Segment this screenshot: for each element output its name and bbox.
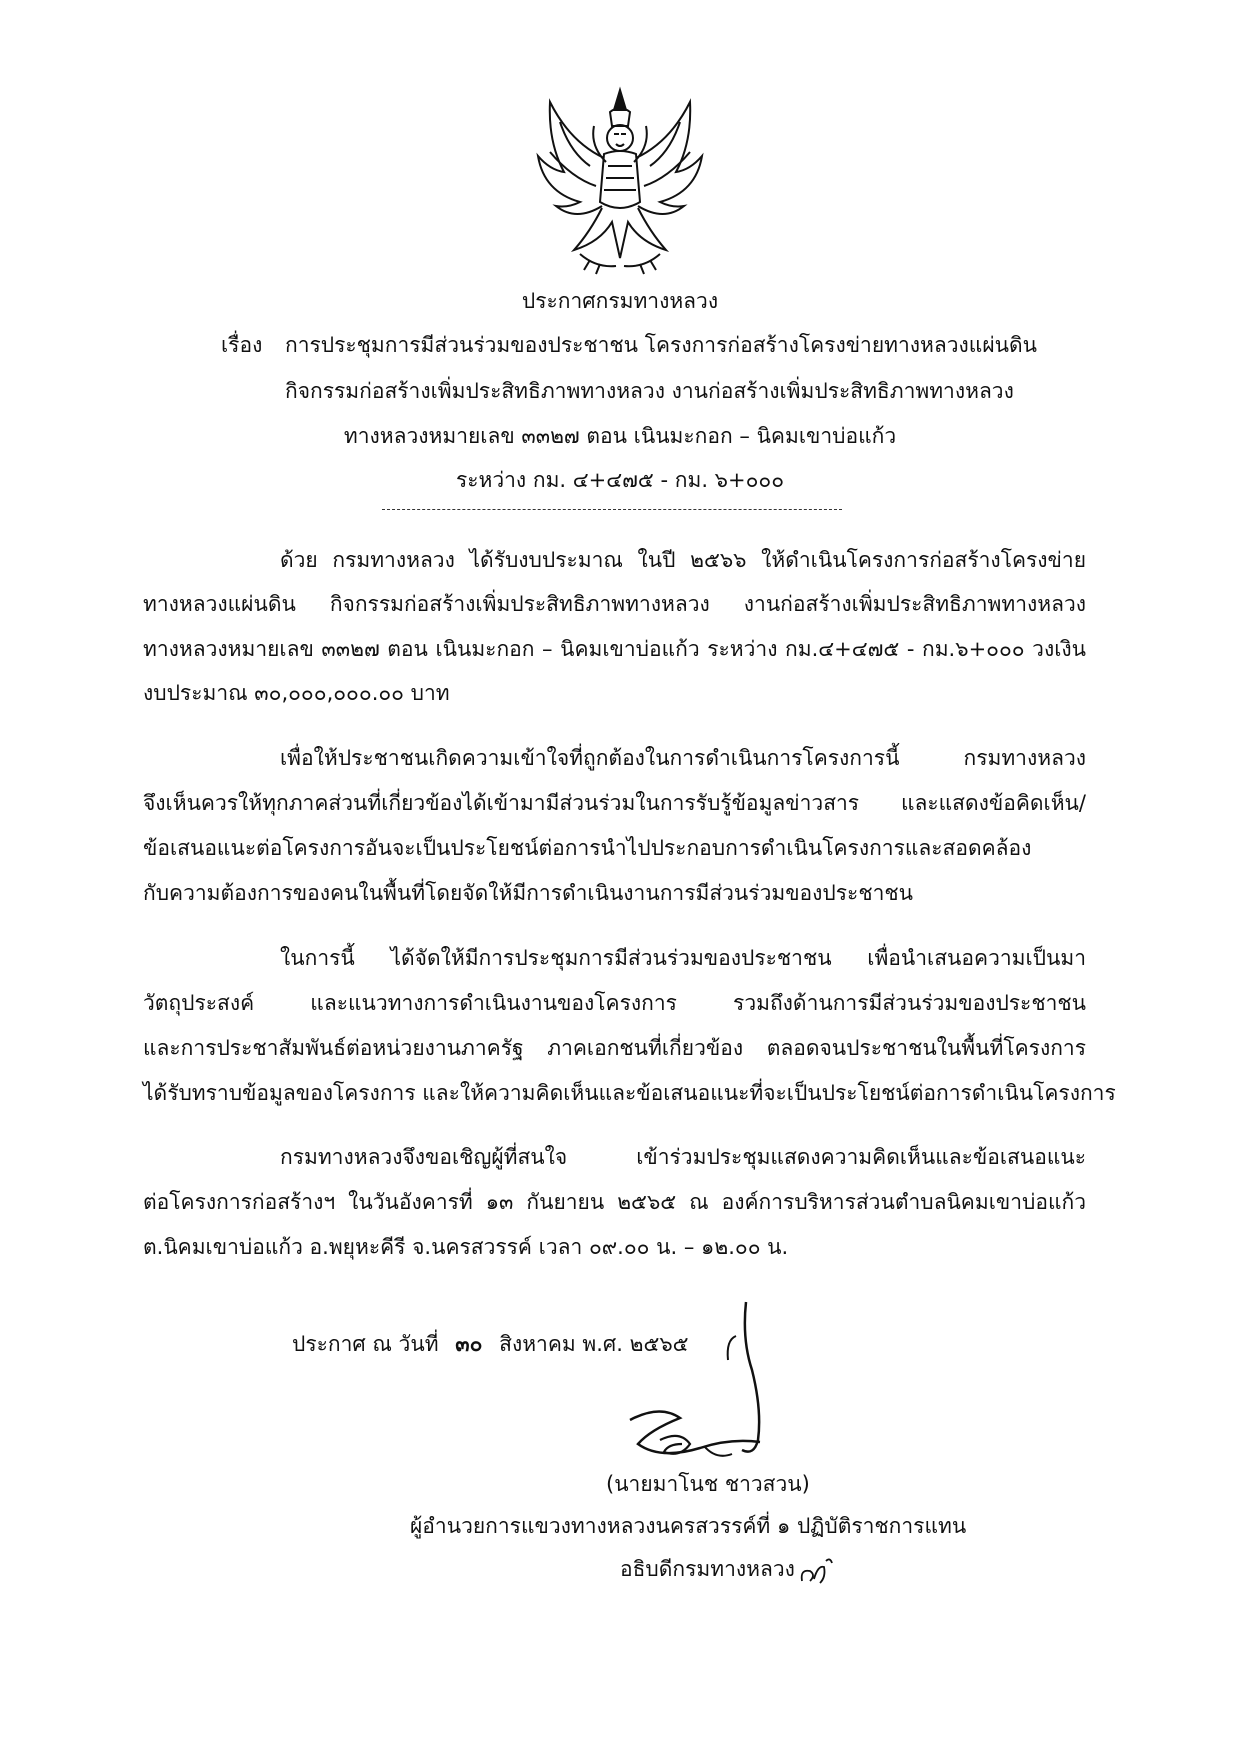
announce-month-year: สิงหาคม พ.ศ. ๒๕๖๕ [499,1332,689,1356]
subject-line-1: การประชุมการมีส่วนร่วมของประชาชน โครงการก่อสร้างโครงข่ายทางหลวงแผ่นดิน [285,333,1037,357]
paragraph-3-line-4: ได้รับทราบข้อมูลของโครงการ และให้ความคิดเห็นและข้อเสนอแนะที่จะเป็นประโยชน์ต่อการดำเนินโครงการ [143,1081,1116,1105]
paragraph-2-line-2: จึงเห็นควรให้ทุกภาคส่วนที่เกี่ยวข้องได้เข้ามามีส่วนร่วมในการรับรู้ข้อมูลข่าวสาร และแสดงข้อคิดเห็น/ [143,791,1086,815]
announce-prefix: ประกาศ ณ วันที่ [292,1332,439,1356]
subject-line-3: ทางหลวงหมายเลข ๓๓๒๗ ตอน เนินมะกอก – นิคมเขาบ่อแก้ว [343,424,897,448]
signatory-position-2: อธิบดีกรมทางหลวง [620,1557,795,1581]
paragraph-3-line-3: และการประชาสัมพันธ์ต่อหน่วยงานภาครัฐ ภาคเอกชนที่เกี่ยวข้อง ตลอดจนประชาชนในพื้นที่โครงการ [143,1036,1086,1060]
subject-line-4: ระหว่าง กม. ๔+๔๗๕ - กม. ๖+๐๐๐ [455,468,785,492]
paragraph-3-line-1: ในการนี้ ได้จัดให้มีการประชุมการมีส่วนร่วมของประชาชน เพื่อนำเสนอความเป็นมา [280,946,1086,970]
paragraph-1-line-2: ทางหลวงแผ่นดิน กิจกรรมก่อสร้างเพิ่มประสิทธิภาพทางหลวง งานก่อสร้างเพิ่มประสิทธิภาพทางหลวง [143,592,1086,616]
paragraph-3-line-2: วัตถุประสงค์ และแนวทางการดำเนินงานของโครงการ รวมถึงด้านการมีส่วนร่วมของประชาชน [143,991,1086,1015]
paragraph-1-line-3: ทางหลวงหมายเลข ๓๓๒๗ ตอน เนินมะกอก – นิคมเขาบ่อแก้ว ระหว่าง กม.๔+๔๗๕ - กม.๖+๐๐๐ วงเงิน [143,637,1086,661]
header-divider [382,509,842,510]
paragraph-4-line-2: ต่อโครงการก่อสร้างฯ ในวันอังคารที่ ๑๓ กันยายน ๒๕๖๕ ณ องค์การบริหารส่วนตำบลนิคมเขาบ่อแก้ว [143,1190,1086,1214]
announce-day: ๓๐ [455,1332,483,1356]
paragraph-4-line-3: ต.นิคมเขาบ่อแก้ว อ.พยุหะคีรี จ.นครสวรรค์ เวลา ๐๙.๐๐ น. – ๑๒.๐๐ น. [143,1235,789,1259]
document-title: ประกาศกรมทางหลวง [521,289,719,313]
subject-label: เรื่อง [221,333,263,357]
handwritten-initial [796,1555,836,1589]
paragraph-1-line-4: งบประมาณ ๓๐,๐๐๐,๐๐๐.๐๐ บาท [143,681,450,705]
garuda-emblem [520,82,720,282]
signatory-position-1: ผู้อำนวยการแขวงทางหลวงนครสวรรค์ที่ ๑ ปฏิบัติราชการแทน [410,1514,967,1538]
paragraph-1-line-1: ด้วย กรมทางหลวง ได้รับงบประมาณ ในปี ๒๕๖๖ ให้ดำเนินโครงการก่อสร้างโครงข่าย [280,548,1086,572]
paragraph-2-line-3: ข้อเสนอแนะต่อโครงการอันจะเป็นประโยชน์ต่อการนำไปประกอบการดำเนินโครงการและสอดคล้อง [143,836,1032,860]
announce-date [292,1330,689,1358]
paragraph-2-line-4: กับความต้องการของคนในพื้นที่โดยจัดให้มีการดำเนินงานการมีส่วนร่วมของประชาชน [143,881,913,905]
subject-line-2: กิจกรรมก่อสร้างเพิ่มประสิทธิภาพทางหลวง งานก่อสร้างเพิ่มประสิทธิภาพทางหลวง [285,379,1014,403]
paragraph-4-line-1: กรมทางหลวงจึงขอเชิญผู้ที่สนใจ เข้าร่วมประชุมแสดงความคิดเห็นและข้อเสนอแนะ [280,1145,1086,1169]
paragraph-2-line-1: เพื่อให้ประชาชนเกิดความเข้าใจที่ถูกต้องในการดำเนินการโครงการนี้ กรมทางหลวง [280,746,1086,770]
signature [620,1400,770,1470]
signatory-name: (นายมาโนช ชาวสวน) [606,1472,810,1496]
